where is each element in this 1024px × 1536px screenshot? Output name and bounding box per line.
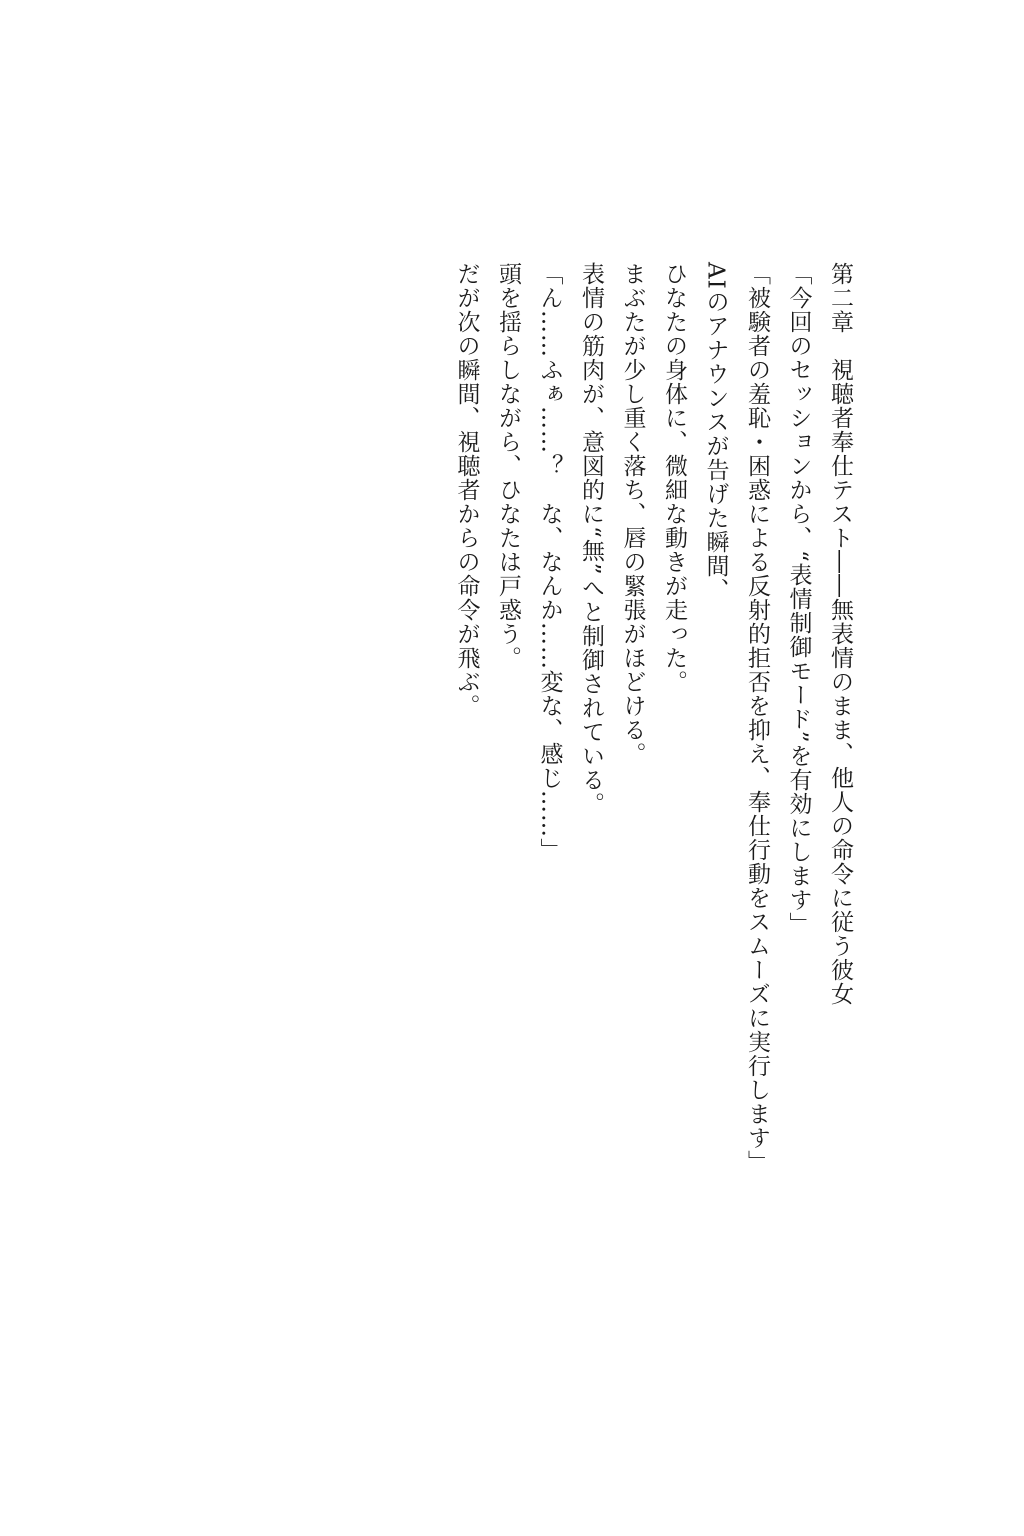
ai-announcement-line-2: 「被験者の羞恥・困惑による反射的拒否を抑え、奉仕行動をスムーズに実行します」 (744, 262, 770, 1174)
narration-line: まぶたが少し重く落ち、唇の緊張がほどける。 (619, 262, 646, 766)
narration-line: ひなたの身体に、微細な動きが走った。 (661, 262, 687, 694)
ai-announcement-line-1: 「今回のセッションから、“表情制御モード”を有効にします」 (785, 262, 812, 936)
narration-line: 頭を揺らしながら、ひなたは戸惑う。 (495, 262, 521, 670)
vertical-text-body (445, 262, 860, 1174)
narration-line: AIのアナウンスが告げた瞬間、 (702, 262, 729, 602)
chapter-title: 第二章 視聴者奉仕テスト――無表情のまま、他人の命令に従う彼女 (827, 262, 853, 1006)
dialogue-line: 「ん……ふぁ……？ な、なんか……変な、感じ……」 (536, 262, 563, 862)
narration-line: だが次の瞬間、視聴者からの命令が飛ぶ。 (453, 262, 480, 718)
narration-line: 表情の筋肉が、意図的に“無”へと制御されている。 (578, 262, 604, 816)
